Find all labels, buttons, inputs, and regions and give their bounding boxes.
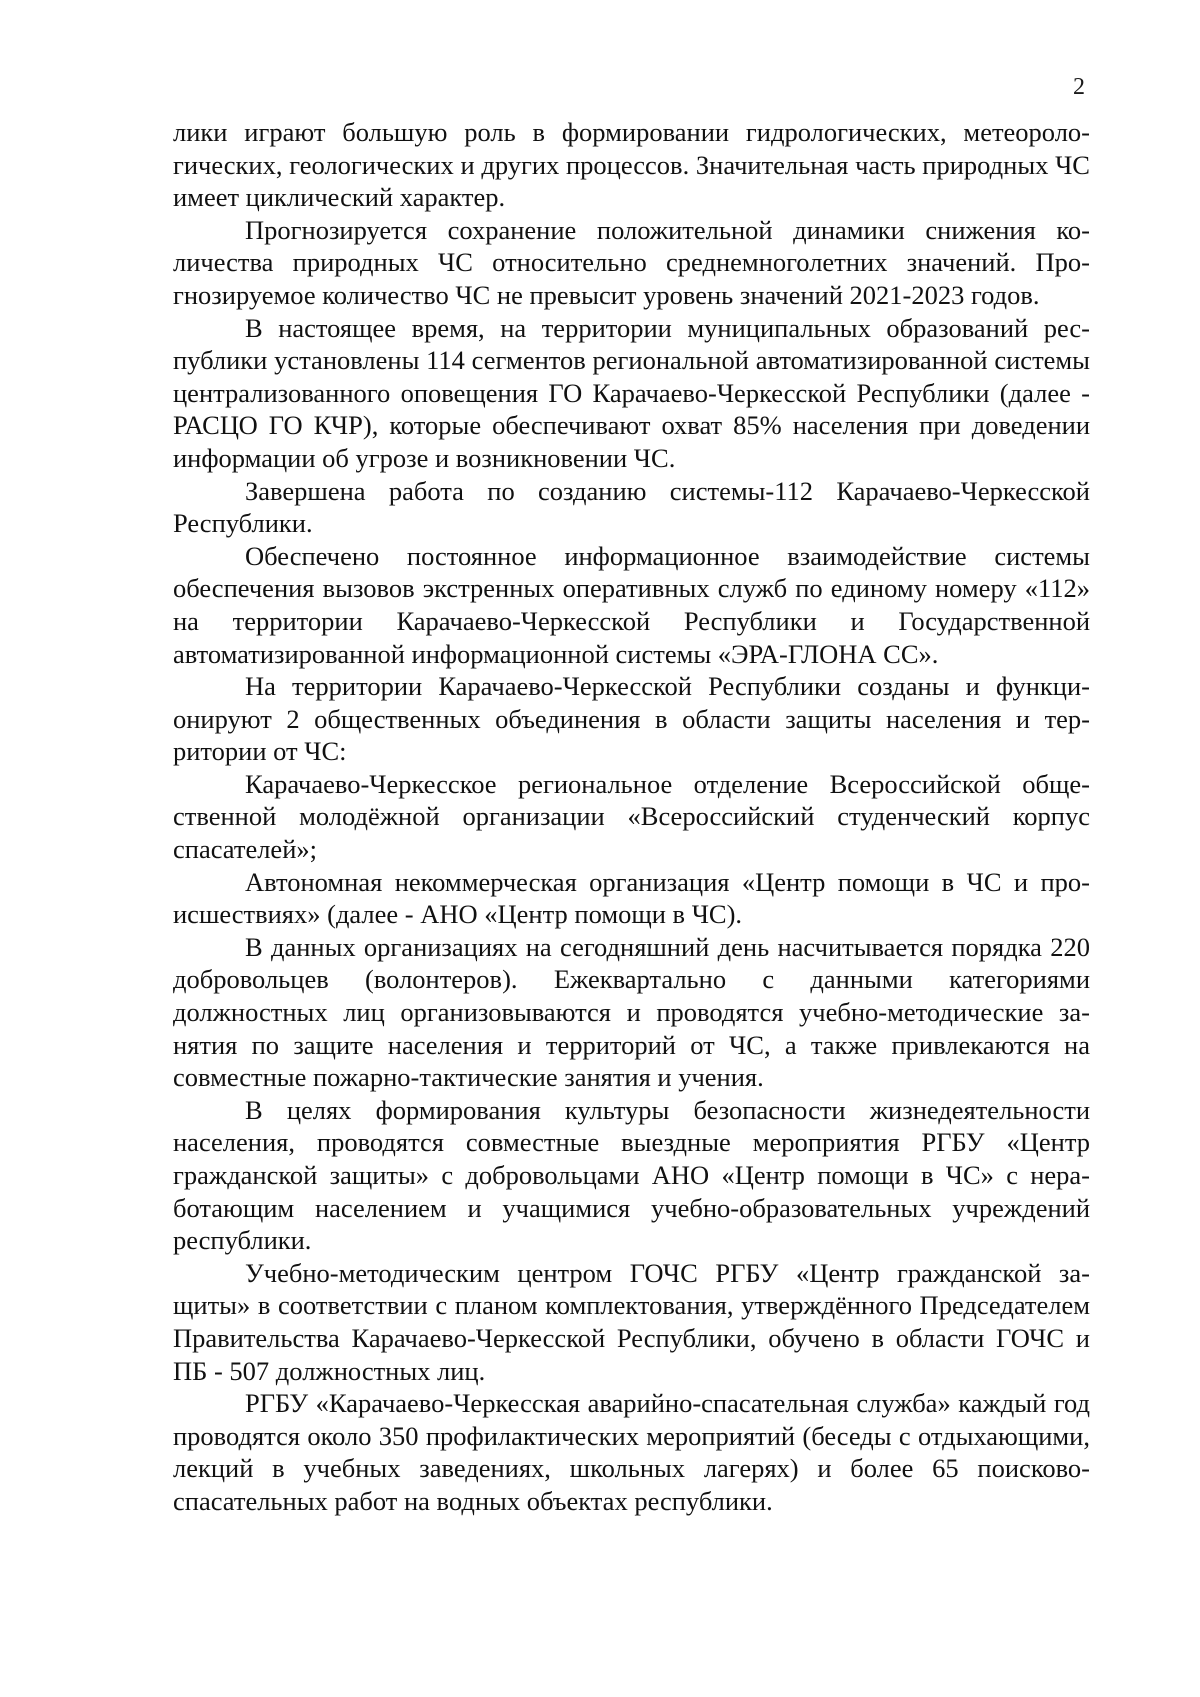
paragraph: Учебно-методическим центром ГОЧС РГБУ «Центр гражданской защиты» в соответствии с планом комплектования, утверждённого Председателем Правительства Карачаево-Черкесской Республики, обучено в области ГОЧС и ПБ - 507 должностных лиц. bbox=[173, 1257, 1090, 1386]
paragraph: В данных организациях на сегодняшний день насчитывается порядка 220 добровольцев (волонтеров). Ежеквартально с данными категориями должностных лиц организовываются и проводятся учебно-методические занятия по защите населения и территорий от ЧС, а также привлекаются на совместные пожарно-тактические занятия и учения. bbox=[173, 931, 1090, 1093]
page-number: 2 bbox=[1073, 74, 1085, 100]
paragraph: РГБУ «Карачаево-Черкесская аварийно-спасательная служба» каждый год проводятся около 350 профилактических мероприятий (беседы с отдыхающими, лекций в учебных заведениях, школьных лагерях) и более 65 поисково-спасательных работ на водных объектах республики. bbox=[173, 1388, 1090, 1516]
paragraph: В целях формирования культуры безопасности жизнедеятельности населения, проводятся совместные выездные мероприятия РГБУ «Центр гражданской защиты» с добровольцами АНО «Центр помощи в ЧС» с неработающим населением и учащимися учебно-образовательных учреждений республики. bbox=[173, 1094, 1090, 1256]
paragraph: На территории Карачаево-Черкесской Республики созданы и функционируют 2 общественных объединения в области защиты населения и территории от ЧС: bbox=[173, 671, 1090, 767]
paragraph: Карачаево-Черкесское региональное отделение Всероссийской общественной молодёжной организации «Всероссийский студенческий корпус спасателей»; bbox=[173, 768, 1090, 865]
paragraph: Прогнозируется сохранение положительной динамики снижения количества природных ЧС относительно среднемноголетних значений. Прогнозируемое количество ЧС не превысит уровень значений 2021-2023 годов. bbox=[173, 214, 1090, 310]
paragraph: Автономная некоммерческая организация «Центр помощи в ЧС и происшествиях» (далее - АНО «Центр помощи в ЧС). bbox=[173, 866, 1090, 930]
paragraph-continuation: лики играют большую роль в формировании гидрологических, метеорологических, геологических и других процессов. Значительная часть природных ЧС имеет циклический характер. bbox=[173, 117, 1090, 213]
paragraph: В настоящее время, на территории муниципальных образований республики установлены 114 сегментов региональной автоматизированной системы централизованного оповещения ГО Карачаево-Черкесской Республики (далее - РАСЦО ГО КЧР), которые обеспечивают охват 85% населения при доведении информации об угрозе и возникновении ЧС. bbox=[173, 312, 1090, 473]
document-body bbox=[173, 116, 1090, 1518]
paragraph: Завершена работа по созданию системы-112 Карачаево-Черкесской Республики. bbox=[173, 475, 1090, 539]
paragraph: Обеспечено постоянное информационное взаимодействие системы обеспечения вызовов экстренных оперативных служб по единому номеру «112» на территории Карачаево-Черкесской Республики и Государственной автоматизированной информационной системы «ЭРА-ГЛОНА СС». bbox=[173, 540, 1090, 669]
